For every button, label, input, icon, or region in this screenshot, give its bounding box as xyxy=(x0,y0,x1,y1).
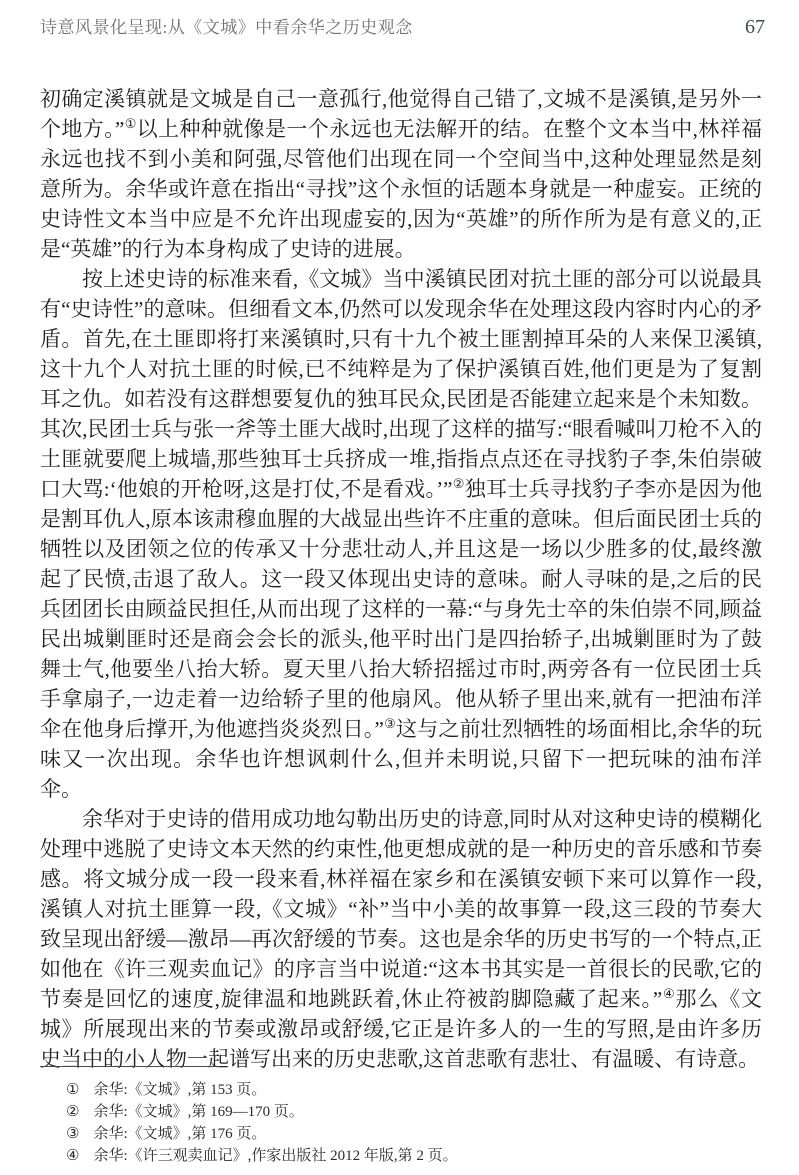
footnote-item xyxy=(40,1123,762,1145)
paragraph: 初确定溪镇就是文城是自己一意孤行,他觉得自己错了,文城不是溪镇,是另外一个地方。”①以上种种就像是一个永远也无法解开的结。在整个文本当中,林祥福永远也找不到小美和阿强,尽管他们出现在同一个空间当中,这种处理显然是刻意所为。余华或许意在指出“寻找”这个永恒的话题本身就是一种虚妄。正统的史诗性文本当中应是不允许出现虚妄的,因为“英雄”的所作所为是有意义的,正是“英雄”的行为本身构成了史诗的进展。 xyxy=(40,87,763,261)
footnote-text: 余华:《文城》,第 153 页。 xyxy=(93,1082,267,1098)
footnote-ref: ④ xyxy=(662,986,676,1001)
page-number: 67 xyxy=(745,16,765,38)
footnote-item xyxy=(40,1101,762,1123)
footnote-item xyxy=(40,1145,762,1167)
footnote-text: 余华:《文城》,第 169—170 页。 xyxy=(93,1104,304,1120)
paragraph: 余华对于史诗的借用成功地勾勒出历史的诗意,同时从对这种史诗的模糊化处理中逃脱了史诗文本天然的约束性,他更想成就的是一种历史的音乐感和节奏感。将文城分成一段一段来看,林祥福在家乡和在溪镇安顿下来可以算作一段,溪镇人对抗土匪算一段,《文城》“补”当中小美的故事算一段,这三段的节奏大致呈现出舒缓—激昂—再次舒缓的节奏。这也是余华的历史书写的一个特点,正如他在《许三观卖血记》的序言当中说道:“这本书其实是一首很长的民歌,它的节奏是回忆的速度,旋律温和地跳跃着,休止符被韵脚隐藏了起来。”④那么《文城》所展现出来的节奏或激昂或舒缓,它正是许多人的一生的写照,是由许多历史当中的小人物一起谱写出来的历史悲歌,这首悲歌有悲壮、有温暖、有诗意。 xyxy=(40,807,763,1071)
paragraph: 按上述史诗的标准来看,《文城》当中溪镇民团对抗土匪的部分可以说最具有“史诗性”的意味。但细看文本,仍然可以发现余华在处理这段内容时内心的矛盾。首先,在土匪即将打来溪镇时,只有十九个被土匪割掉耳朵的人来保卫溪镇,这十九个人对抗土匪的时候,已不纯粹是为了保护溪镇百姓,他们更是为了复割耳之仇。如若没有这群想要复仇的独耳民众,民团是否能建立起来是个未知数。其次,民团士兵与张一斧等土匪大战时,出现了这样的描写:“眼看喊叫刀枪不入的土匪就要爬上城墙,那些独耳士兵挤成一堆,指指点点还在寻找豹子李,朱伯崇破口大骂:‘他娘的开枪呀,这是打仗,不是看戏。’”②独耳士兵寻找豹子李亦是因为他是割耳仇人,原本该肃穆血腥的大战显出些许不庄重的意味。但后面民团士兵的牺牲以及团领之位的传承又十分悲壮动人,并且这是一场以少胜多的仗,最终激起了民愤,击退了敌人。这一段又体现出史诗的意味。耐人寻味的是,之后的民兵团团长由顾益民担任,从而出现了这样的一幕:“与身先士卒的朱伯崇不同,顾益民出城剿匪时还是商会会长的派头,他平时出门是四抬轿子,出城剿匪时为了鼓舞士气,他要坐八抬大轿。夏天里八抬大轿招摇过市时,两旁各有一位民团士兵手拿扇子,一边走着一边给轿子里的他扇风。他从轿子里出来,就有一把油布洋伞在他身后撑开,为他遮挡炎炎烈日。”③这与之前壮烈牺牲的场面相比,余华的玩味又一次出现。余华也许想讽刺什么,但并未明说,只留下一把玩味的油布洋伞。 xyxy=(40,267,763,801)
footnote-marker: ④ xyxy=(66,1148,80,1164)
footnote-marker: ③ xyxy=(66,1126,80,1142)
footnote-text: 余华:《许三观卖血记》,作家出版社 2012 年版,第 2 页。 xyxy=(93,1148,458,1164)
footnote-ref: ③ xyxy=(383,716,396,731)
article-body xyxy=(40,84,762,1074)
footnotes-section xyxy=(40,1066,762,1167)
footnote-item xyxy=(40,1079,762,1101)
footnote-ref: ① xyxy=(124,116,137,131)
footnote-marker: ① xyxy=(66,1082,80,1098)
page-header xyxy=(40,13,765,39)
footnote-text: 余华:《文城》,第 176 页。 xyxy=(93,1126,267,1142)
running-title: 诗意风景化呈现:从《文城》中看余华之历史观念 xyxy=(40,18,413,37)
footnote-list xyxy=(40,1079,762,1167)
footnote-separator xyxy=(40,1066,220,1067)
footnote-ref: ② xyxy=(452,476,465,491)
footnote-marker: ② xyxy=(66,1104,80,1120)
